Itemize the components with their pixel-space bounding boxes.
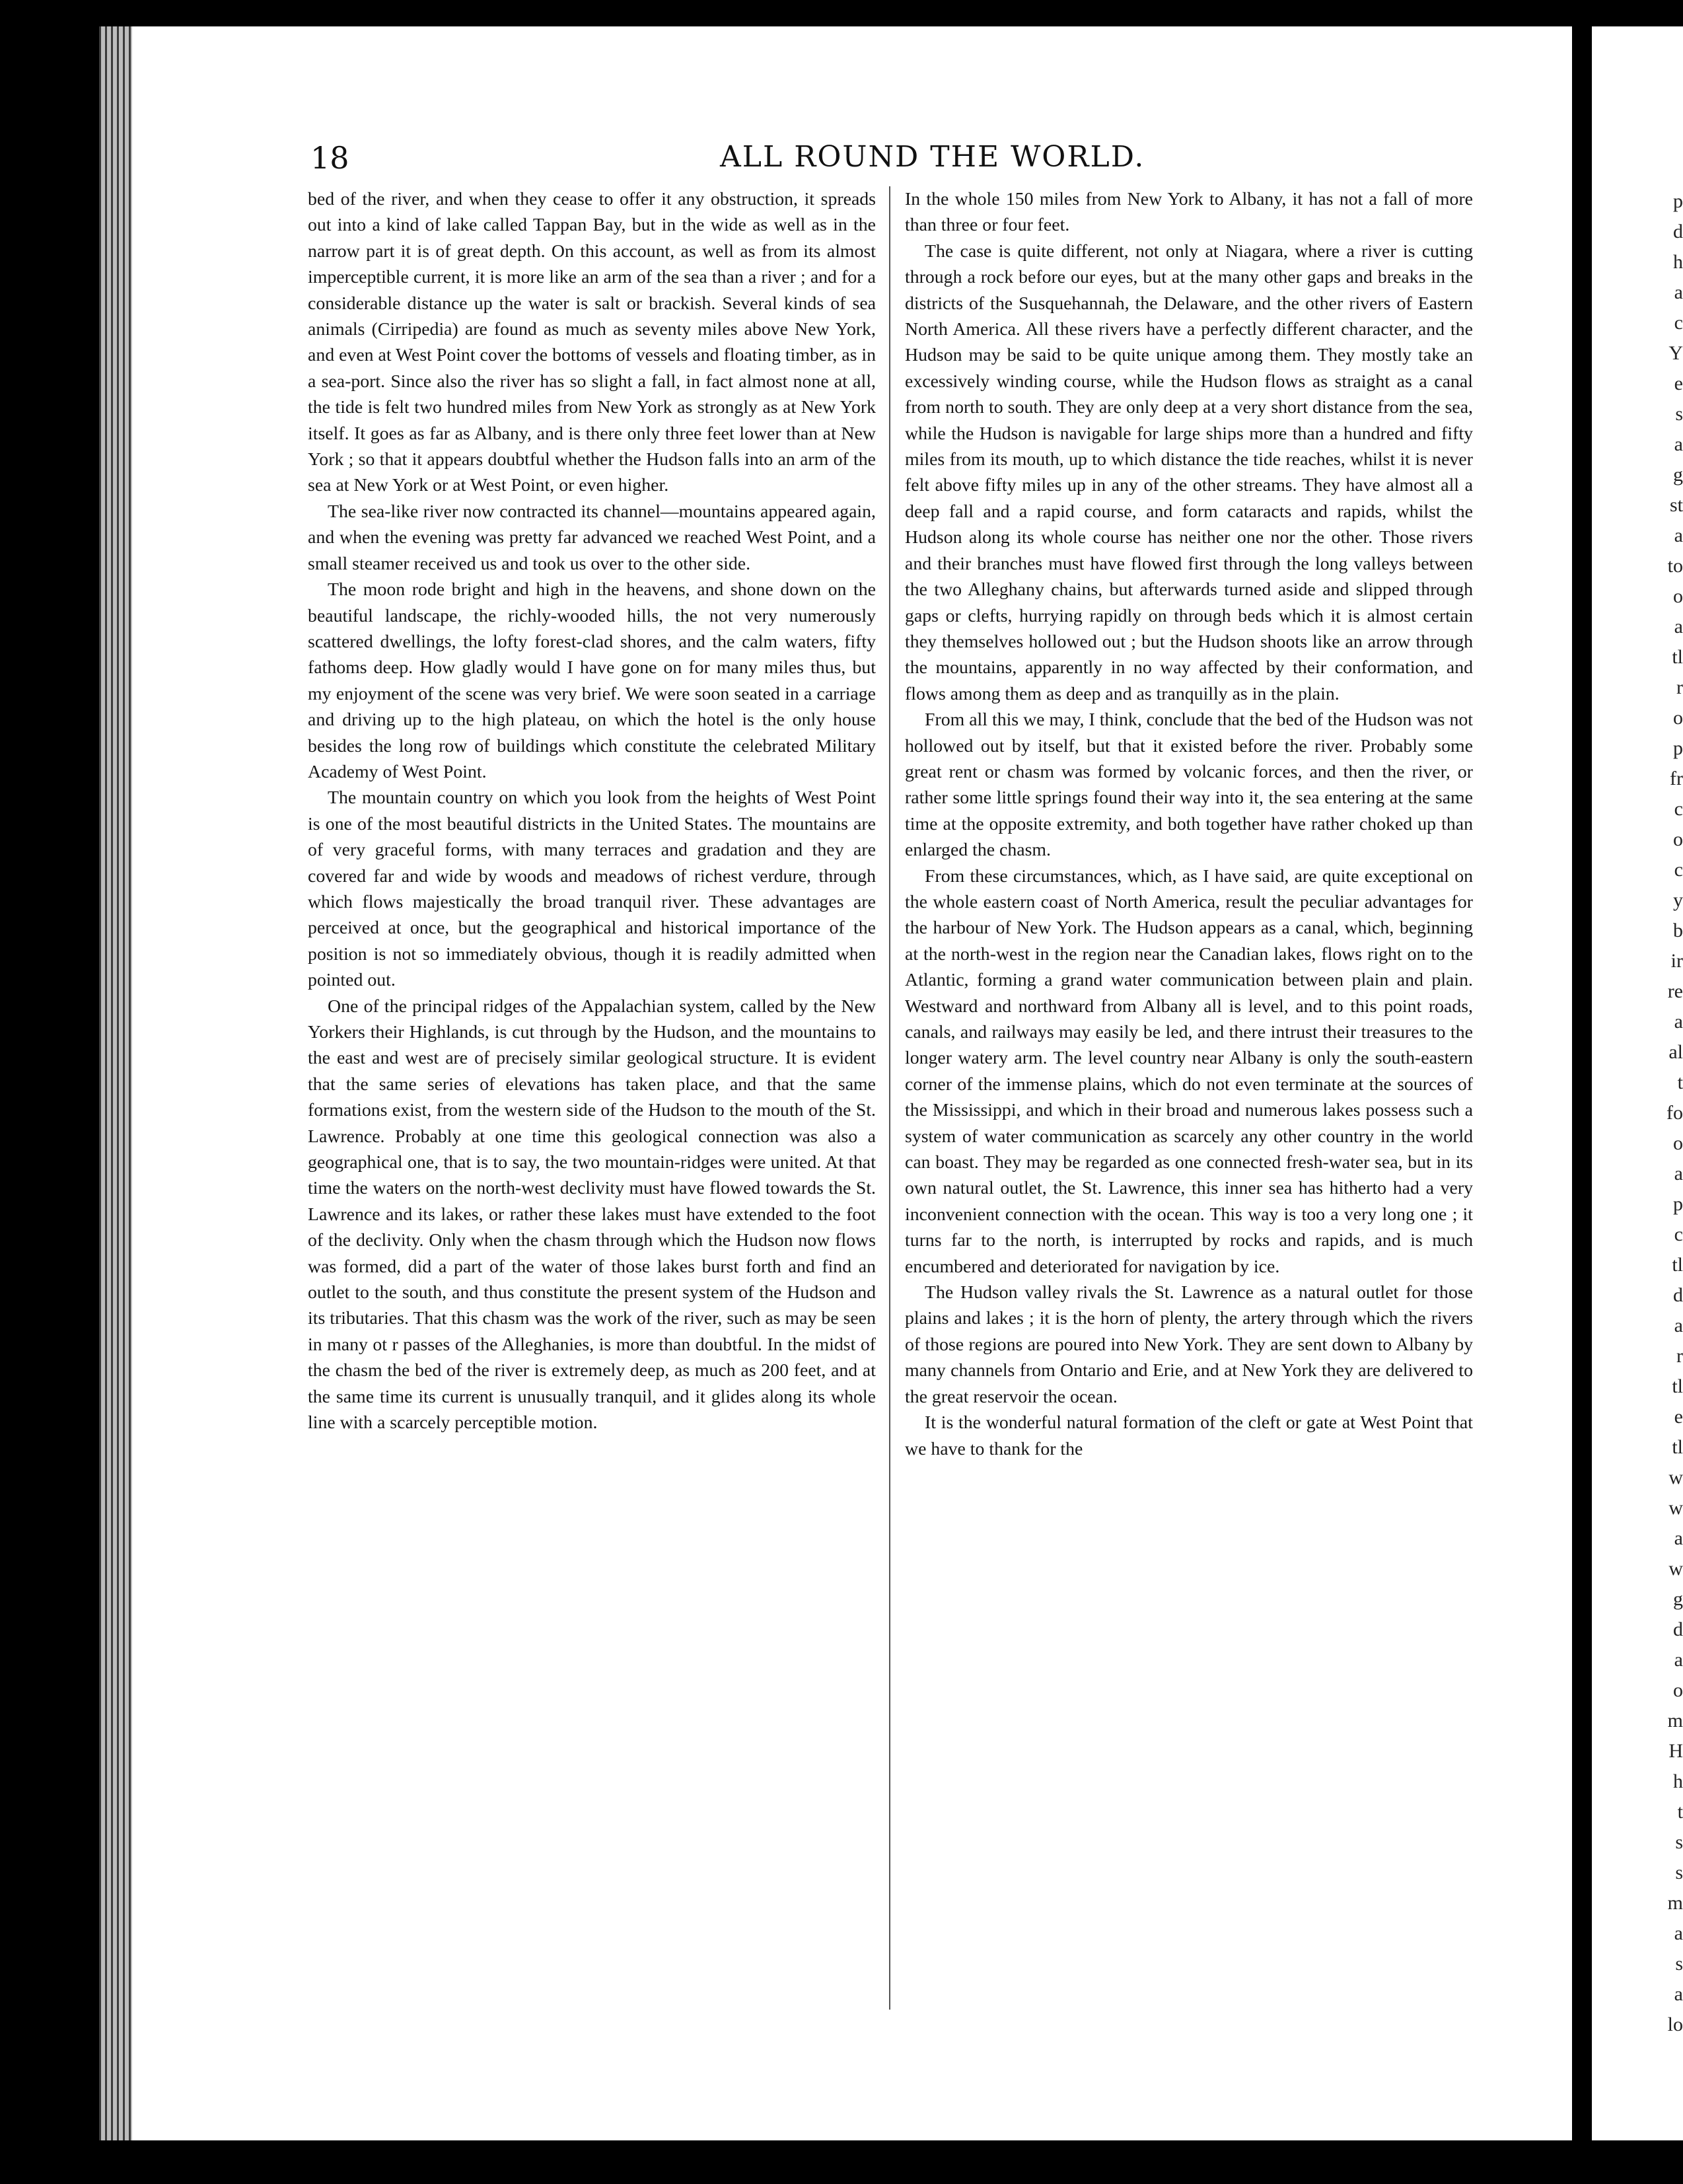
facing-page-fragment: t xyxy=(1677,1801,1683,1823)
facing-page-fragment: a xyxy=(1674,1922,1683,1944)
facing-page-fragment: a xyxy=(1674,1163,1683,1184)
facing-page-fragment: w xyxy=(1668,1467,1683,1488)
facing-page-fragment: r xyxy=(1676,1345,1683,1367)
facing-page-fragment: e xyxy=(1674,373,1683,394)
facing-page-fragment: a xyxy=(1674,1527,1683,1549)
facing-page-fragment: a xyxy=(1674,1649,1683,1671)
facing-page-fragment: fo xyxy=(1666,1102,1683,1124)
paragraph: The Hudson valley rivals the St. Lawrence as a natural outlet for those plains and lakes ; it is the horn of plenty, the artery through which the rivers of those regions are poured into New York. They are sent down to Albany by many channels from Ontario and Erie, and at New York they are delivered to the great reservoir the ocean. xyxy=(905,1282,1473,1407)
facing-page-fragment: a xyxy=(1674,433,1683,455)
facing-page-fragment: o xyxy=(1673,1679,1683,1701)
facing-page-fragment: c xyxy=(1674,1223,1683,1245)
facing-page-fragment: o xyxy=(1673,707,1683,729)
facing-page-fragment: g xyxy=(1673,464,1683,486)
facing-page-fragment: a xyxy=(1674,1011,1683,1033)
facing-page-fragment: st xyxy=(1669,494,1683,516)
facing-page-fragment: b xyxy=(1673,920,1683,941)
facing-page-fragment: c xyxy=(1674,312,1683,334)
facing-page-fragment: a xyxy=(1674,525,1683,546)
facing-page-fragment: p xyxy=(1673,1193,1683,1215)
facing-page-fragment: m xyxy=(1667,1710,1683,1731)
facing-page-fragment: re xyxy=(1667,980,1683,1002)
facing-page-fragment: tl xyxy=(1672,646,1683,668)
facing-page-fragment: w xyxy=(1668,1558,1683,1580)
facing-page-fragment: m xyxy=(1667,1892,1683,1914)
left-text-column xyxy=(308,186,876,2049)
facing-page-fragment: H xyxy=(1668,1740,1683,1762)
paragraph: In the whole 150 miles from New York to Albany, it has not a fall of more than three or four feet. xyxy=(905,189,1473,236)
book-gutter xyxy=(99,26,132,2140)
facing-page-fragment: s xyxy=(1675,1831,1683,1853)
column-divider xyxy=(889,186,890,2010)
paragraph: From these circumstances, which, as I have said, are quite exceptional on the whole eastern coast of North America, result the peculiar advantages for the harbour of New York. The Hudson appears as a canal, which, beginning at the north-west in the region near the Canadian lakes, flows right on to the Atlantic, forming a grand water communication between plain and plain. Westward and northward from Albany all is level, and to this point roads, canals, and railways may easily be led, and there intrust their treasures to the longer watery arm. The level country near Albany is only the south-eastern corner of the immense plains, which do not even terminate at the sources of the Mississippi, and which in their broad and numerous lakes possess such a system of water communication as scarcely any other country in the world can boast. They may be regarded as one connected fresh-water sea, but in its own natural outlet, the St. Lawrence, this inner sea has hitherto had a very inconvenient connection with the ocean. This way is too a very long one ; it turns far to the north, is interrupted by rocks and rapids, and is much encumbered and deteriorated for navigation by ice. xyxy=(905,865,1473,1277)
facing-page-fragment: a xyxy=(1674,616,1683,637)
facing-page-fragment: lo xyxy=(1667,2014,1683,2035)
facing-page-fragment: w xyxy=(1668,1497,1683,1519)
facing-page-fragment: tl xyxy=(1672,1254,1683,1276)
paragraph: bed of the river, and when they cease to offer it any obstruction, it spreads out into a kind of lake called Tappan Bay, but in the wide as well as in the narrow part it is of great depth. On this account, as well as from its almost imperceptible current, it is more like an arm of the sea than a river ; and for a considerable distance up the water is salt or brackish. Several kinds of sea animals (Cirripedia) are found as much as seventy miles above New York, and even at West Point cover the bottoms of vessels and floating timber, as in a sea-port. Since also the river has so slight a fall, in fact almost none at all, the tide is felt two hundred miles from New York as strongly as at New York itself. It goes as far as Albany, and is there only three feet lower than at New York ; so that it appears doubtful whether the Hudson falls into an arm of the sea at New York or at West Point, or even higher. xyxy=(308,189,876,496)
facing-page-fragment: a xyxy=(1674,281,1683,303)
paragraph: The sea-like river now contracted its channel—mountains appeared again, and when the evening was pretty far advanced we reached West Point, and a small steamer received us and took us over to the other side. xyxy=(308,501,876,574)
facing-page-fragment: p xyxy=(1673,737,1683,759)
paragraph: The mountain country on which you look from the heights of West Point is one of the most beautiful districts in the United States. The mountains are of very graceful forms, with many terraces and gradation and they are covered far and wide by woods and meadows of richest verdure, through which flows majestically the broad tranquil river. These advantages are perceived at once, but the geographical and historical importance of the position is not so immediately obvious, though it is readily admitted when pointed out. xyxy=(308,787,876,991)
facing-page-text-fragments xyxy=(1604,186,1683,2040)
facing-page-fragment: a xyxy=(1674,1315,1683,1336)
page-number: 18 xyxy=(310,140,349,176)
facing-page-fragment: s xyxy=(1675,1953,1683,1975)
facing-page-fragment: c xyxy=(1674,798,1683,820)
facing-page-fragment: o xyxy=(1673,585,1683,607)
facing-page-fragment: r xyxy=(1676,676,1683,698)
facing-page-fragment: o xyxy=(1673,1132,1683,1154)
facing-page-fragment: Y xyxy=(1668,342,1683,364)
facing-page-fragment: o xyxy=(1673,828,1683,850)
running-head: ALL ROUND THE WORLD. xyxy=(720,140,1145,174)
facing-page-fragment: p xyxy=(1673,190,1683,212)
facing-page-fragment: s xyxy=(1675,403,1683,425)
right-text-column xyxy=(905,186,1473,2049)
facing-page-fragment: to xyxy=(1667,555,1683,577)
facing-page-fragment: d xyxy=(1673,1284,1683,1306)
facing-page-fragment: c xyxy=(1674,859,1683,881)
paragraph: It is the wonderful natural formation of the cleft or gate at West Point that we have to thank for the xyxy=(905,1412,1473,1459)
paragraph: The case is quite different, not only at Niagara, where a river is cutting through a rock before our eyes, but at the many other gaps and breaks in the districts of the Susquehannah, the Delaware, and the other rivers of Eastern North America. All these rivers have a perfectly different character, and the Hudson may be said to be quite unique among them. They mostly take an excessively winding course, while the Hudson flows as straight as a canal from north to south. They are only deep at a very short distance from the sea, while the Hudson is navigable for large ships more than a hundred and fifty miles from its mouth, up to which distance the tide reaches, whilst it is never felt above fifty miles up in any of the other streams. They have almost all a deep fall and a rapid course, and form cataracts and rapids, whilst the Hudson along its whole course has neither one nor the other. Those rivers and their branches must have flowed first through the long valleys between the two Alleghany chains, but afterwards turned aside and slipped through gaps or clefts, hurrying rapidly on through beds which it is almost certain they themselves hollowed out ; but the Hudson shoots like an arrow through the mountains, apparently in no way affected by their conformation, and flows among them as deep and as tranquilly as in the plain. xyxy=(905,240,1473,704)
facing-page-fragment: t xyxy=(1677,1072,1683,1093)
paragraph: The moon rode bright and high in the heavens, and shone down on the beautiful landscape, the richly-wooded hills, the not very numerously scattered dwellings, the lofty forest-clad shores, and the calm waters, fifty fathoms deep. How gladly would I have gone on for many miles thus, but my enjoyment of the scene was very brief. We were soon seated in a carriage and driving up to the high plateau, on which the hotel is the only house besides the long row of buildings which constitute the celebrated Military Academy of West Point. xyxy=(308,579,876,782)
facing-page-fragment: a xyxy=(1674,1983,1683,2005)
facing-page-fragment: fr xyxy=(1670,768,1683,789)
facing-page-fragment: ir xyxy=(1670,950,1683,972)
paragraph: One of the principal ridges of the Appalachian system, called by the New Yorkers their Highlands, is cut through by the Hudson, and the mountains to the east and west are of precisely similar geological structure. It is evident that the same series of elevations has taken place, and that the same formations exist, from the western side of the Hudson to the mouth of the St. Lawrence. Probably at one time this geological connection was also a geographical one, that is to say, the two mountain-ridges were united. At that time the waters on the north-west declivity must have flowed towards the St. Lawrence and its lakes, or rather these lakes must have extended to the foot of the declivity. Only when the chasm through which the Hudson now flows was formed, did a part of the water of those lakes burst forth and find an outlet to the south, and thus constitute the present system of the Hudson and its tributaries. That this chasm was the work of the river, such as may be seen in many ot r passes of the Alleghanies, is more than doubtful. In the midst of the chasm the bed of the river is extremely deep, as much as 200 feet, and at the same time its current is unusually tranquil, and it glides along its whole line with a scarcely perceptible motion. xyxy=(308,996,876,1434)
facing-page-fragment: y xyxy=(1673,889,1683,911)
facing-page-fragment: h xyxy=(1673,251,1683,273)
facing-page-fragment: s xyxy=(1675,1862,1683,1883)
facing-page-fragment: d xyxy=(1673,1619,1683,1640)
facing-page-fragment: tl xyxy=(1672,1375,1683,1397)
facing-page-fragment: h xyxy=(1673,1770,1683,1792)
facing-page-fragment: al xyxy=(1668,1041,1683,1063)
facing-page-fragment: e xyxy=(1674,1406,1683,1428)
facing-page-fragment: tl xyxy=(1672,1436,1683,1458)
facing-page-fragment: g xyxy=(1673,1588,1683,1610)
paragraph: From all this we may, I think, conclude that the bed of the Hudson was not hollowed out by itself, but that it existed before the river. Probably some great rent or chasm was formed by volcanic forces, and then the river, or rather some little springs found their way into it, the sea entering at the same time at the opposite extremity, and both together have rather choked up than enlarged the chasm. xyxy=(905,710,1473,861)
facing-page-fragment: d xyxy=(1673,221,1683,242)
